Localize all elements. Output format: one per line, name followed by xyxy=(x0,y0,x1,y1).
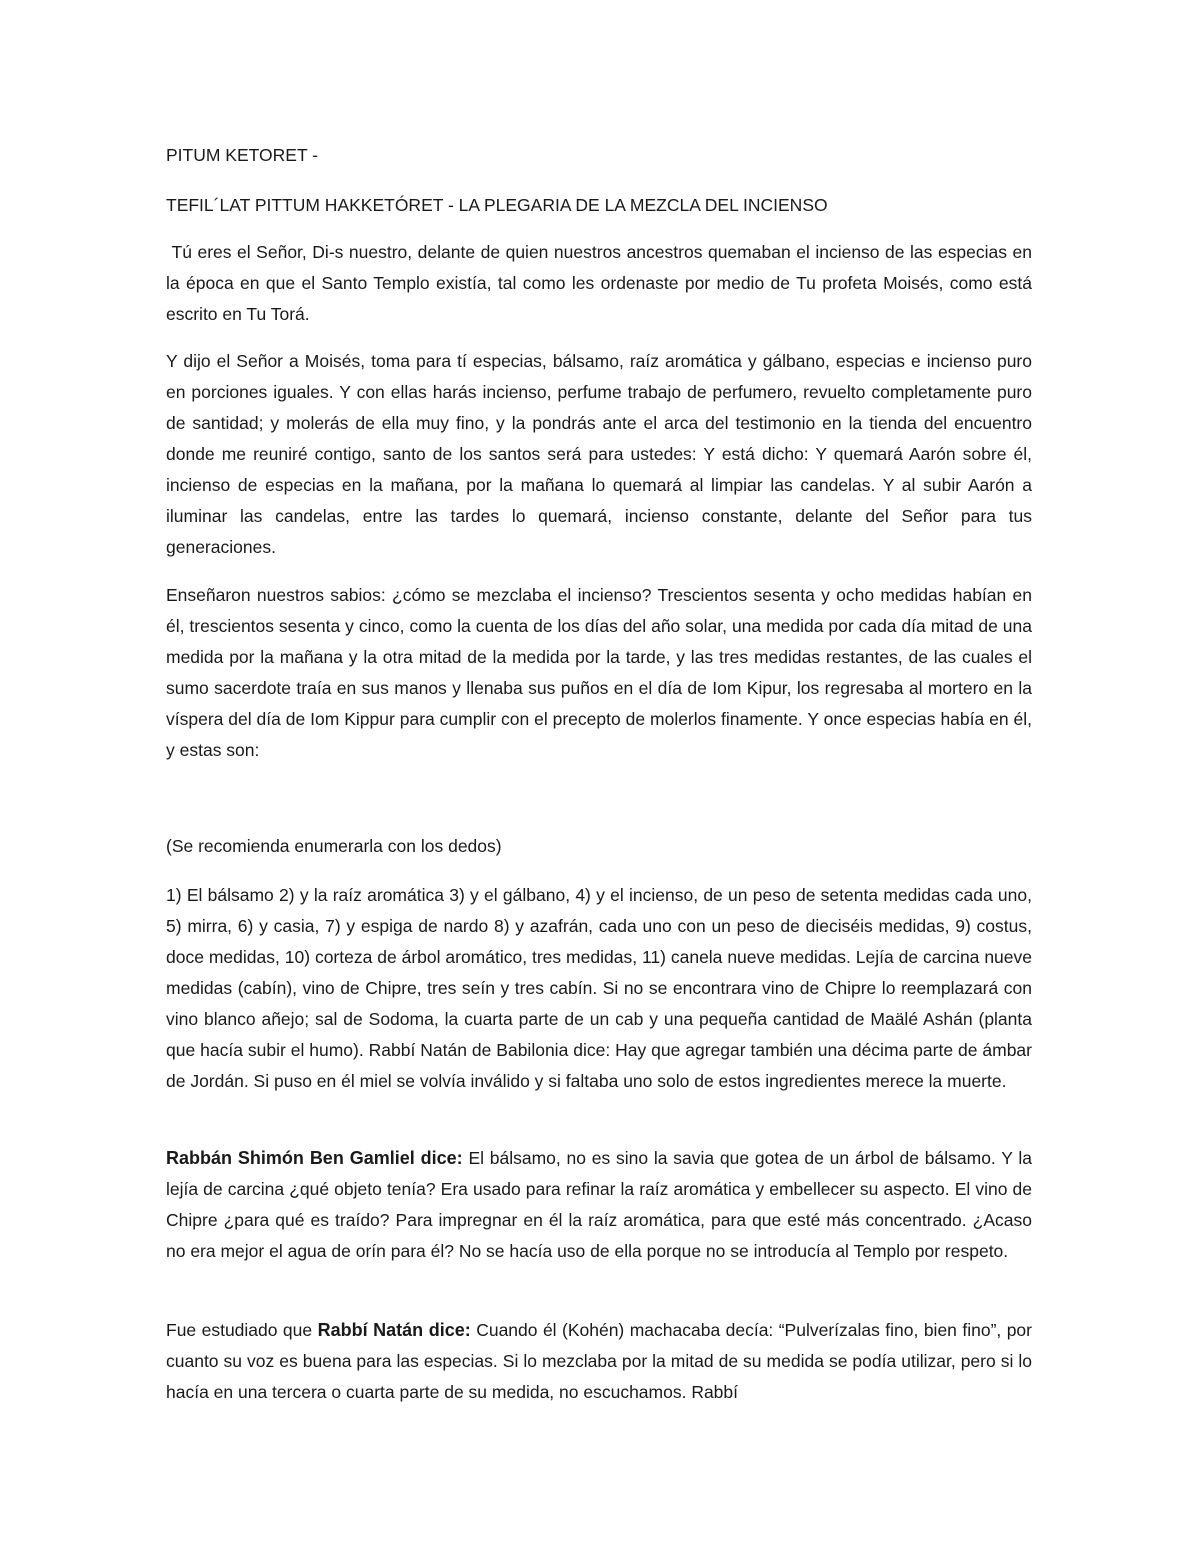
paragraph-text: Y dijo el Señor a Moisés, toma para tí especias, bálsamo, raíz aromática y gálbano, especias e incienso puro en porciones iguales. Y con ellas harás incienso, perfume trabajo de perfumero, revuelto completamente puro de santidad; y molerás de ella muy fino, y la pondrás ante el arca del testimonio en la tienda del encuentro donde me reuniré contigo, santo de los santos será para ustedes: Y está dicho: Y quemará Aarón sobre él, incienso de especias en la mañana, por la mañana lo quemará al limpiar las candelas. Y al subir Aarón a iluminar las candelas, entre las tardes lo quemará, incienso constante, delante del Señor para tus generaciones. xyxy=(166,351,1032,557)
paragraph-spices-list xyxy=(166,880,1032,1097)
paragraph-text: (Se recomienda enumerarla con los dedos) xyxy=(166,836,502,856)
paragraph-body: El bálsamo, no es sino la savia que gotea de un árbol de bálsamo. Y la lejía de carcina ¿qué objeto tenía? Era usado para refinar la raíz aromática y embellecer su aspecto. El vino de Chipre ¿para qué es traído? Para impregnar en él la raíz aromática, para que esté más concentrado. ¿Acaso no era mejor el agua de orín para él? No se hacía uso de ella porque no se introducía al Templo por respeto. xyxy=(166,1148,1037,1261)
document-title: PITUM KETORET - xyxy=(166,145,319,165)
paragraph-body: Cuando él (Kohén) machacaba decía: “Pulverízalas fino, bien fino”, por cuanto su voz es buena para las especias. Si lo mezclaba por la mitad de su medida se podía utilizar, pero si lo hacía en una tercera o cuarta parte de su medida, no escuchamos. Rabbí xyxy=(166,1320,1037,1402)
speaker-name: Rabbán Shimón Ben Gamliel dice: xyxy=(166,1148,463,1168)
paragraph-lead: Fue estudiado que xyxy=(166,1320,318,1340)
paragraph-rabban-shimon xyxy=(166,1143,1037,1267)
document-subtitle: TEFIL´LAT PITTUM HAKKETÓRET - LA PLEGARIA DE LA MEZCLA DEL INCIENSO xyxy=(166,195,828,215)
paragraph-text xyxy=(166,1143,1037,1267)
paragraph-rabbi-natan xyxy=(166,1315,1037,1408)
paragraph-intro xyxy=(166,237,1037,330)
paragraph-note xyxy=(166,831,1032,862)
speaker-name: Rabbí Natán dice: xyxy=(317,1320,471,1340)
paragraph-text: 1) El bálsamo 2) y la raíz aromática 3) y el gálbano, 4) y el incienso, de un peso de setenta medidas cada uno, 5) mirra, 6) y casia, 7) y espiga de nardo 8) y azafrán, cada uno con un peso de dieciséis medidas, 9) costus, doce medidas, 10) corteza de árbol aromático, tres medidas, 11) canela nueve medidas. Lejía de carcina nueve medidas (cabín), vino de Chipre, tres seín y tres cabín. Si no se encontrara vino de Chipre lo reemplazará con vino blanco añejo; sal de Sodoma, la cuarta parte de un cab y una pequeña cantidad de Maälé Ashán (planta que hacía subir el humo). Rabbí Natán de Babilonia dice: Hay que agregar también una décima parte de ámbar de Jordán. Si puso en él miel se volvía inválido y si faltaba uno solo de estos ingredientes merece la muerte. xyxy=(166,885,1032,1091)
paragraph-text: Enseñaron nuestros sabios: ¿cómo se mezclaba el incienso? Trescientos sesenta y ocho medidas habían en él, trescientos sesenta y cinco, como la cuenta de los días del año solar, una medida por cada día mitad de una medida por la mañana y la otra mitad de la medida por la tarde, y las tres medidas restantes, de las cuales el sumo sacerdote traía en sus manos y llenaba sus puños en el día de Iom Kipur, los regresaba al mortero en la víspera del día de Iom Kippur para cumplir con el precepto de molerlos finamente. Y once especias había en él, y estas son: xyxy=(166,585,1032,760)
paragraph-sages xyxy=(166,580,1032,766)
paragraph-text xyxy=(166,1315,1037,1408)
paragraph-torah-quote xyxy=(166,346,1032,563)
paragraph-text: Tú eres el Señor, Di-s nuestro, delante de quien nuestros ancestros quemaban el incienso de las especias en la época en que el Santo Templo existía, tal como les ordenaste por medio de Tu profeta Moisés, como está escrito en Tu Torá. xyxy=(166,242,1037,324)
